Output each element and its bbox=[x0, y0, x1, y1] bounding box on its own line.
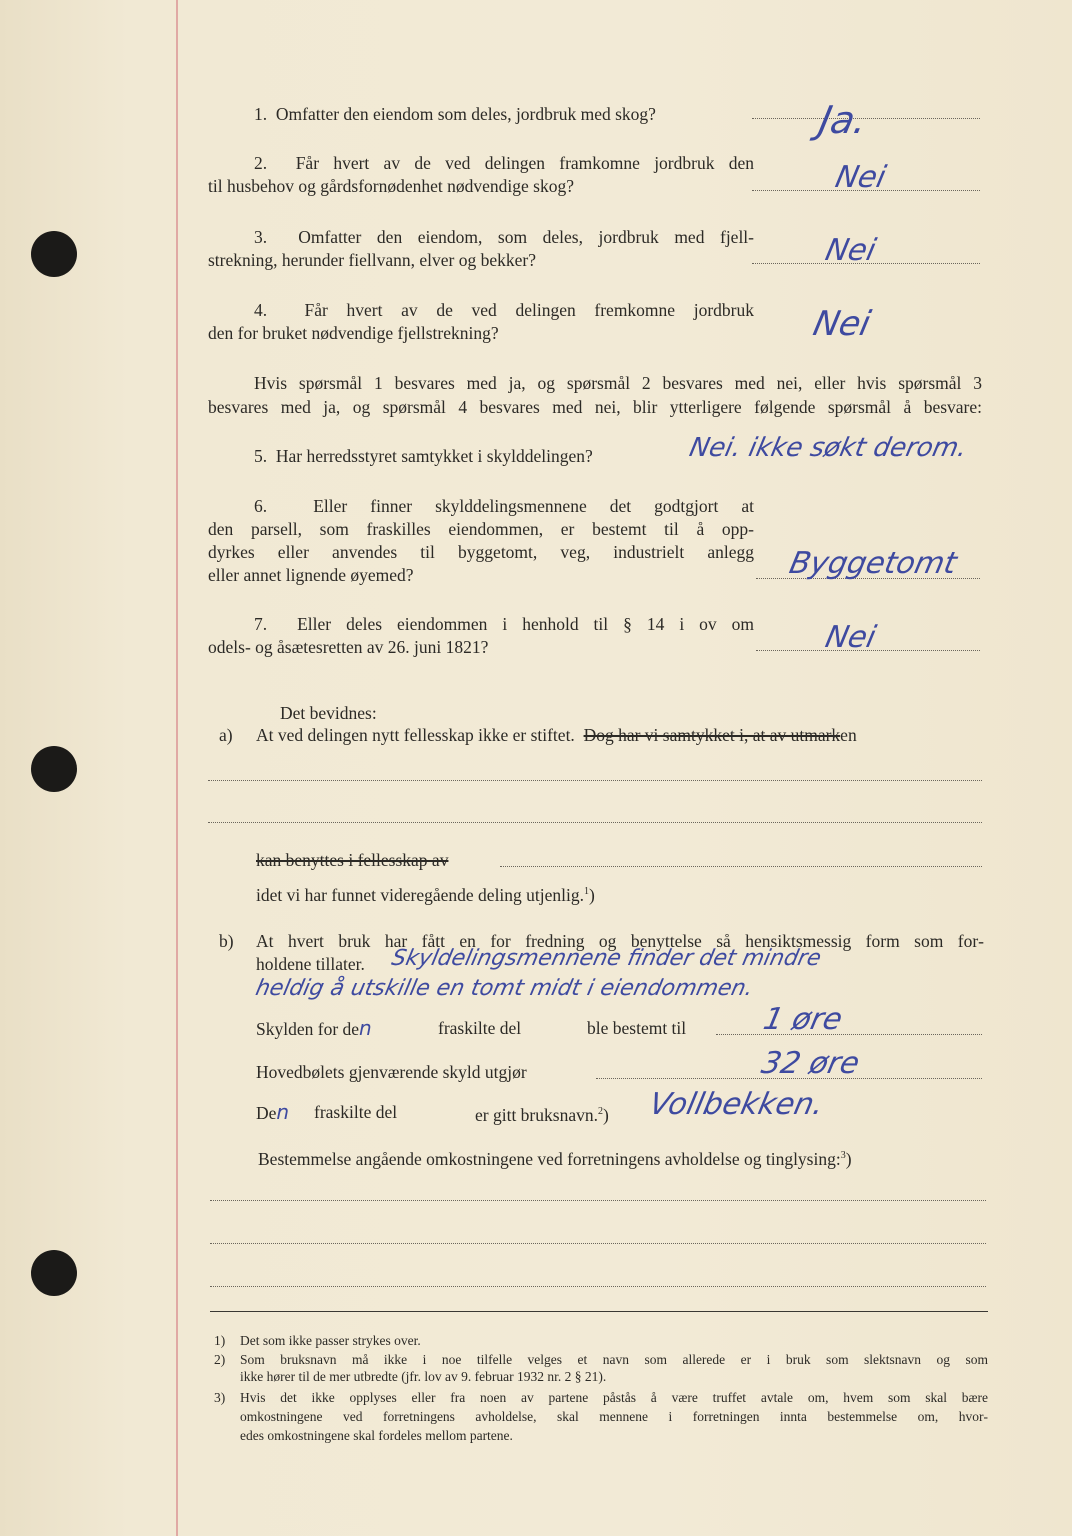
footnote-3-mark: 3) bbox=[214, 1390, 226, 1405]
question-6-line-1: 6. Eller finner skylddelingsmennene det godtgjort at bbox=[254, 496, 754, 516]
item-b-handwritten-2: heldig å utskille en tomt midt i eiendommen. bbox=[253, 976, 756, 1001]
navn-label-3: er gitt bruksnavn.$^2$) bbox=[475, 1104, 609, 1125]
skyld-value: 1 øre bbox=[760, 1002, 846, 1037]
question-2-line-1: 2. Får hvert av de ved delingen framkomne jordbruk den bbox=[254, 153, 755, 173]
item-b-handwritten-1: Skyldelingsmennene finder det mindre bbox=[389, 946, 824, 971]
item-b-line-1: At hvert bruk har fått en for fredning og benyttelse så hensiktsmessig form som for‐ bbox=[256, 931, 984, 951]
blank-line-b3 bbox=[210, 1286, 986, 1287]
answer-2: Nei bbox=[832, 160, 889, 195]
question-7-line-2: odels‐ og åsætesretten av 26. juni 1821? bbox=[208, 637, 489, 657]
intro-line-2: besvares med ja, og spørsmål 4 besvares med nei, blir ytterligere følgende spørsmål å besvare: bbox=[208, 397, 982, 417]
footnote-3-line-1: Hvis det ikke opplyses eller fra noen av partene påstås å være truffet avtale om, hvem som skal bære bbox=[240, 1390, 988, 1405]
footnote-2-line-1: Som bruksnavn må ikke i noe tilfelle velges et navn som allerede er i bruk som slektsnavn og som bbox=[240, 1352, 988, 1367]
blank-line-a2 bbox=[208, 822, 982, 823]
footnote-separator bbox=[210, 1311, 988, 1312]
question-7-line-1: 7. Eller deles eiendommen i henhold til § 14 i ov om bbox=[254, 614, 754, 634]
punch-hole-top bbox=[31, 231, 77, 277]
item-a-struck: kan benyttes i fellesskap av bbox=[256, 850, 449, 870]
omkostninger-label: Bestemmelse angående omkostningene ved forretningens avholdelse og tinglysing:$^3$) bbox=[258, 1148, 852, 1169]
question-6-line-3: dyrkes eller anvendes til byggetomt, veg, industrielt anlegg bbox=[208, 542, 754, 562]
answer-3: Nei bbox=[822, 233, 879, 268]
footnote-1-mark: 1) bbox=[214, 1333, 226, 1348]
navn-value: Vollbekken. bbox=[646, 1087, 827, 1122]
question-4-line-2: den for bruket nødvendige fjellstrekning? bbox=[208, 323, 499, 343]
item-a-line-3: idet vi har funnet videregående deling utjenlig.$^1$) bbox=[256, 884, 595, 905]
blank-line-a1 bbox=[208, 780, 982, 781]
skyld-row: Skylden for den bbox=[256, 1016, 372, 1040]
item-a-label: a) bbox=[219, 725, 233, 745]
question-6-line-4: eller annet lignende øyemed? bbox=[208, 565, 414, 585]
blank-line-a3 bbox=[500, 866, 982, 867]
footnote-2-mark: 2) bbox=[214, 1352, 226, 1367]
answer-6: Byggetomt bbox=[786, 546, 960, 581]
footnote-3-line-2: omkostningene ved forretningens avholdelse, skal mennene i forretningen innta bestemmelse om, hvor‐ bbox=[240, 1409, 988, 1424]
item-b-label: b) bbox=[219, 931, 234, 951]
question-6-line-2: den parsell, som fraskilles eiendommen, er bestemt til å opp‐ bbox=[208, 519, 754, 539]
intro-line-1: Hvis spørsmål 1 besvares med ja, og spørsmål 2 besvares med nei, eller hvis spørsmål 3 bbox=[254, 373, 982, 393]
item-b-line-2: holdene tillater. bbox=[256, 954, 365, 974]
question-3-line-1: 3. Omfatter den eiendom, som deles, jordbruk med fjell‐ bbox=[254, 227, 754, 247]
punch-hole-bottom bbox=[31, 1250, 77, 1296]
margin-line bbox=[176, 0, 178, 1536]
answer-1: Ja. bbox=[815, 98, 872, 142]
navn-label-2: fraskilte del bbox=[314, 1102, 398, 1122]
answer-7: Nei bbox=[822, 620, 879, 655]
hoved-value: 32 øre bbox=[758, 1046, 863, 1081]
question-2-line-2: til husbehov og gårdsfornødenhet nødvendige skog? bbox=[208, 176, 574, 196]
footnote-1: Det som ikke passer strykes over. bbox=[240, 1333, 421, 1348]
footnote-2-line-2: ikke hører til de mer utbredte (jfr. lov av 9. februar 1932 nr. 2 § 21). bbox=[240, 1369, 607, 1384]
hoved-label: Hovedbølets gjenværende skyld utgjør bbox=[256, 1062, 527, 1082]
item-a-line-1: At ved delingen nytt fellesskap ikke er stiftet. Dog har vi samtykket i, at av utmarken bbox=[256, 725, 857, 745]
question-4-line-1: 4. Får hvert av de ved delingen fremkomne jordbruk bbox=[254, 300, 755, 320]
skyld-line bbox=[716, 1034, 982, 1035]
skyld-label-3: ble bestemt til bbox=[587, 1018, 687, 1038]
navn-row: Den bbox=[256, 1100, 290, 1124]
skyld-label-2: fraskilte del bbox=[438, 1018, 522, 1038]
blank-line-b1 bbox=[210, 1200, 986, 1201]
answer-4: Nei bbox=[809, 304, 875, 344]
question-5: 5. Har herredsstyret samtykket i skylddelingen? bbox=[254, 446, 593, 466]
footnote-3-line-3: edes omkostningene skal fordeles mellom partene. bbox=[240, 1428, 513, 1443]
question-1: 1. Omfatter den eiendom som deles, jordbruk med skog? bbox=[254, 104, 656, 124]
answer-5: Nei. ikke søkt derom. bbox=[686, 433, 970, 463]
blank-line-b2 bbox=[210, 1243, 986, 1244]
certify-heading: Det bevidnes: bbox=[280, 703, 377, 723]
question-3-line-2: strekning, herunder fiellvann, elver og bekker? bbox=[208, 250, 536, 270]
punch-hole-middle bbox=[31, 746, 77, 792]
